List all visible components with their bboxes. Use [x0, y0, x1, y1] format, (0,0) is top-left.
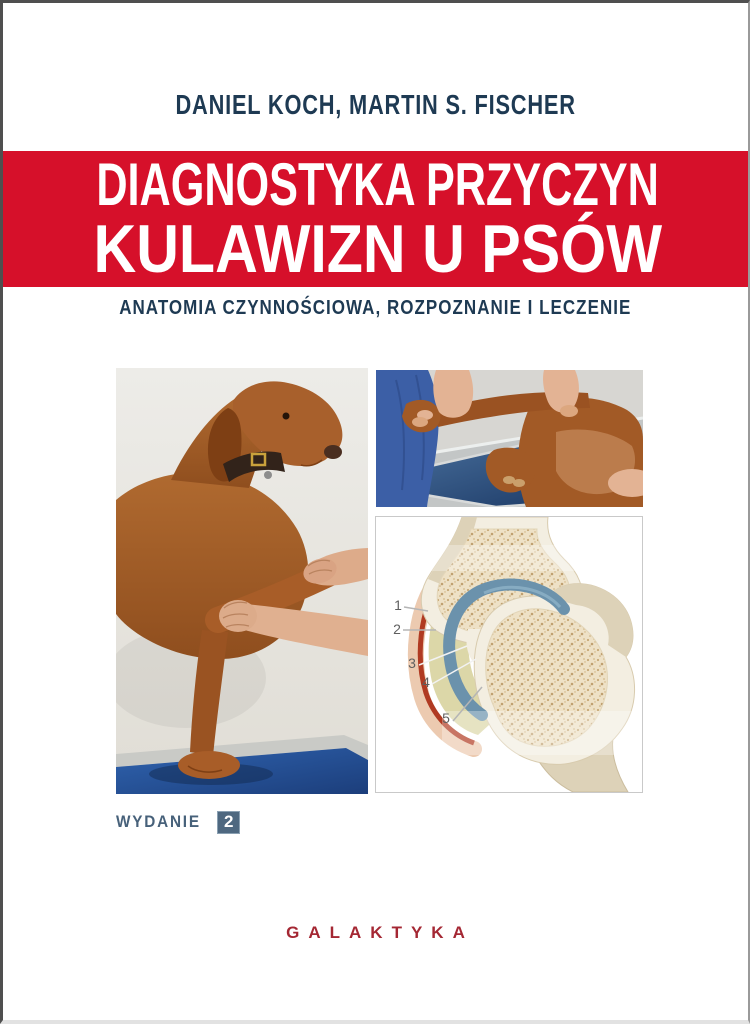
leg-exam-photo — [376, 370, 643, 507]
edition-label: WYDANIE — [116, 812, 201, 831]
edition-row — [116, 809, 240, 835]
title-banner — [0, 151, 750, 287]
title-line-2: KULAWIZN U PSÓW — [93, 211, 663, 288]
diagram-label-4: 4 — [422, 674, 430, 690]
subtitle — [3, 297, 748, 320]
author-line — [3, 89, 748, 121]
diagram-label-1: 1 — [394, 597, 402, 613]
diagram-label-2: 2 — [393, 621, 401, 637]
joint-diagram — [375, 516, 643, 793]
publisher-logo: GALAKTYKA — [286, 923, 474, 942]
subtitle-text: ANATOMIA CZYNNOŚCIOWA, ROZPOZNANIE I LECZENIE — [119, 297, 632, 319]
edition-number-badge: 2 — [217, 811, 240, 834]
diagram-label-5: 5 — [442, 710, 450, 726]
diagram-label-3: 3 — [408, 655, 416, 671]
title-line-1: DIAGNOSTYKA PRZYCZYN — [96, 151, 660, 219]
author-names: DANIEL KOCH, MARTIN S. FISCHER — [175, 89, 576, 120]
dog-exam-photo — [116, 368, 368, 794]
